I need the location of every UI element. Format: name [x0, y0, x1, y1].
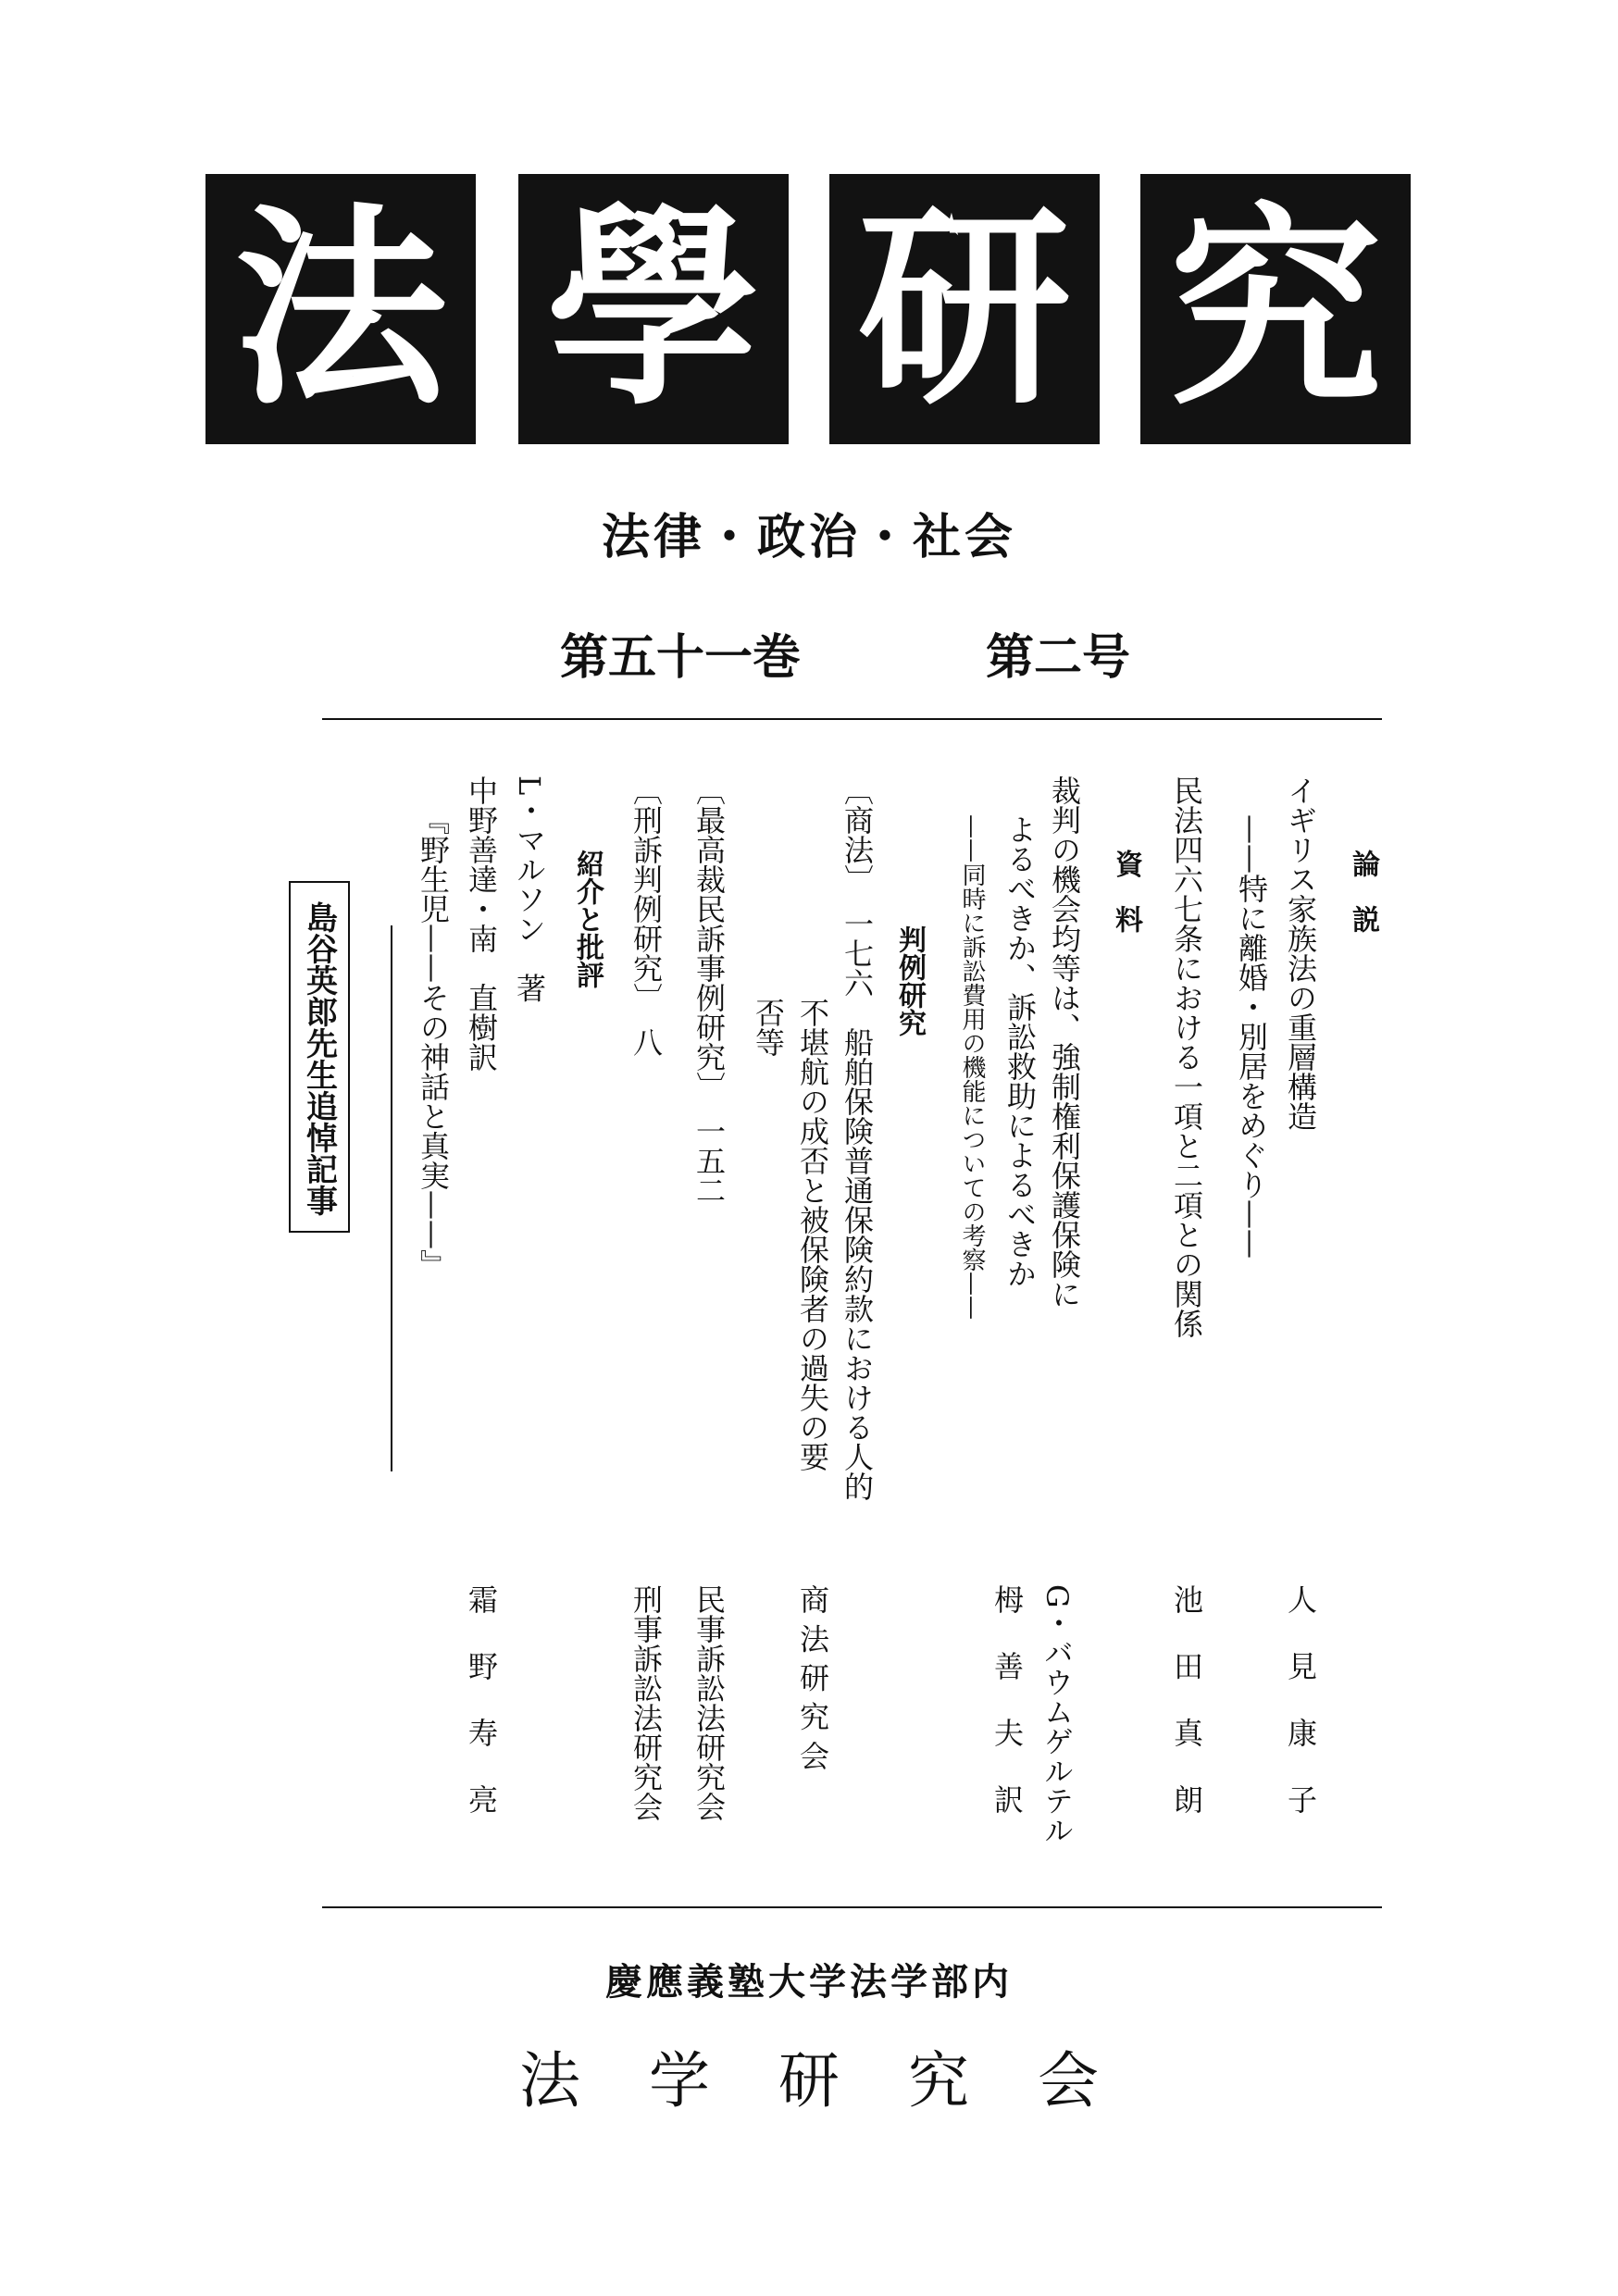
- memorial-title: 島谷英郎先生追悼記事: [300, 901, 338, 1216]
- shiryo-title-line2: よるべきか、訴訟救助によるべきか: [1002, 814, 1038, 1288]
- bottom-divider: [322, 1906, 1382, 1908]
- hanrei1-line3: 否等: [751, 998, 786, 1057]
- hanrei2-author: 民事訴訟法研究会: [691, 1584, 727, 1821]
- masthead-char-1: 法: [205, 174, 476, 444]
- shokai-line2: 中野善達・南 直樹訳: [464, 776, 499, 1072]
- masthead-char-3: 研: [829, 174, 1100, 444]
- article1-title: イギリス家族法の重層構造: [1283, 776, 1318, 1131]
- shokai-heading: 紹介と批評: [571, 850, 604, 988]
- article1-author: 人 見 康 子: [1283, 1584, 1318, 1818]
- shokai-line3: 『野生児——その神話と真実——』: [416, 805, 451, 1279]
- shiryo-title-line1: 裁判の機会均等は、強制権利保護保険に: [1047, 776, 1082, 1309]
- hanrei-heading: 判例研究: [893, 925, 926, 1036]
- shiryo-subtitle: ——同時に訴訟費用の機能についての考察——: [958, 814, 986, 1320]
- top-divider: [322, 718, 1382, 720]
- ronsetsu-heading: 論 説: [1347, 850, 1379, 933]
- masthead-char-4: 究: [1140, 174, 1411, 444]
- memorial-rule: [391, 925, 392, 1471]
- hanrei3-author: 刑事訴訟法研究会: [629, 1584, 664, 1821]
- issue-number: 第二号: [986, 630, 1131, 686]
- subtitle: 法律・政治・社会: [601, 510, 1016, 565]
- shokai-line1: L・マルソン 著: [512, 776, 547, 1003]
- publisher-line: 慶應義塾大学法学部内: [605, 1961, 1013, 2004]
- volume-number: 第五十一巻: [560, 630, 802, 686]
- masthead-char-2: 學: [518, 174, 789, 444]
- hanrei1-line2: 不堪航の成否と被保険者の過失の要: [795, 998, 830, 1471]
- shiryo-heading: 資 料: [1110, 850, 1142, 933]
- article2-title: 民法四六七条における一項と二項との関係: [1169, 776, 1204, 1338]
- shokai-author: 霜 野 寿 亮: [464, 1584, 499, 1818]
- hanrei1-line1: 〔商法〕 一七六 船舶保険普通保険約款における人的: [840, 776, 875, 1501]
- hanrei3-title: 〔刑訴判例研究〕 八: [629, 776, 664, 1057]
- article2-author: 池 田 真 朗: [1169, 1584, 1204, 1818]
- shiryo-author: G・バウムゲルテル: [1039, 1584, 1075, 1845]
- article1-subtitle: ——特に離婚・別居をめぐり——: [1234, 814, 1269, 1259]
- hanrei2-title: 〔最高裁民訴事例研究〕 一五二: [691, 776, 727, 1205]
- hanrei1-author: 商 法 研 究 会: [795, 1584, 830, 1770]
- memorial-box: [289, 881, 350, 1233]
- society-name: 法学研究会: [519, 2045, 1167, 2116]
- shiryo-translator: 栂 善 夫 訳: [989, 1584, 1025, 1818]
